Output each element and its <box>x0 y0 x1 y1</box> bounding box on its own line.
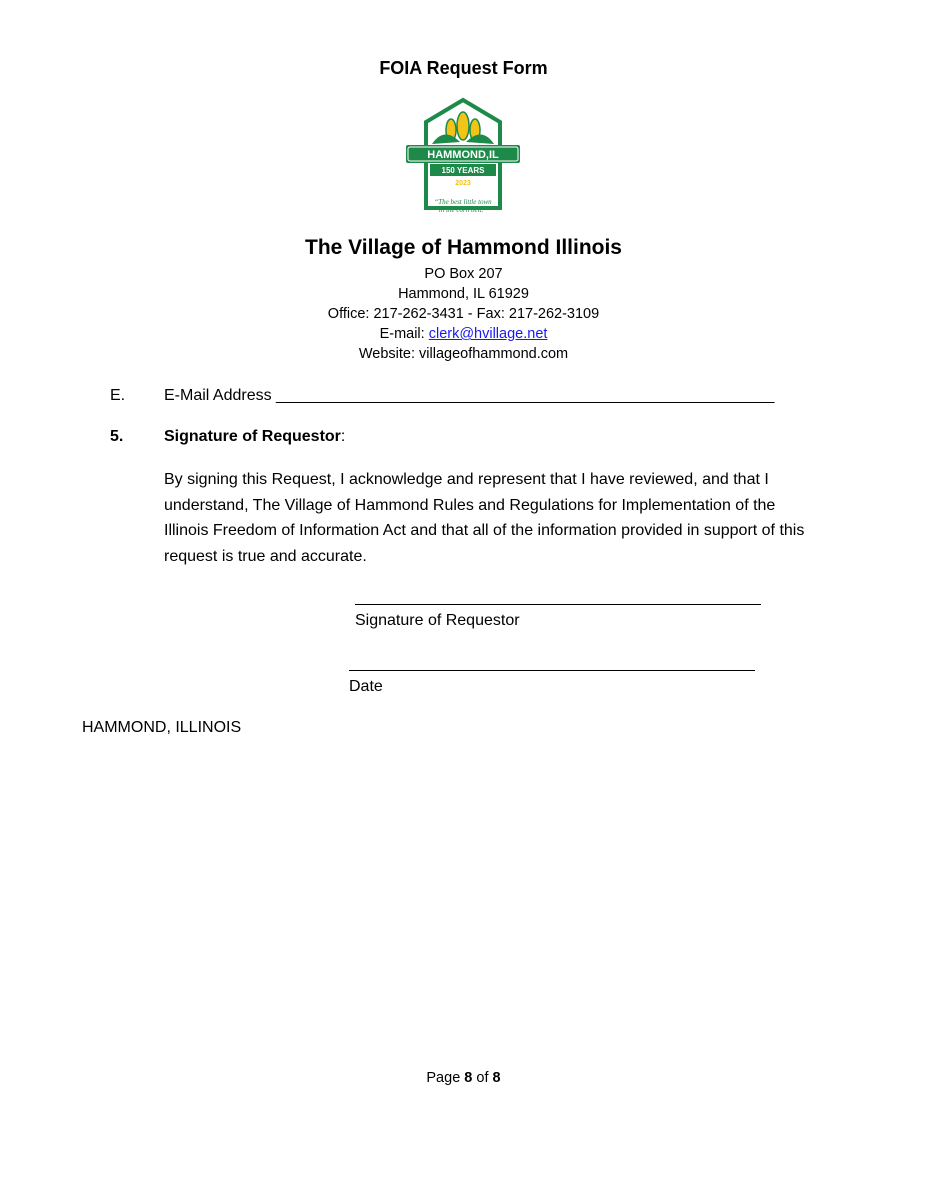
footer-location: HAMMOND, ILLINOIS <box>82 719 242 736</box>
email-line <box>0 326 927 342</box>
page-current: 8 <box>464 1070 473 1086</box>
svg-text:“The best little town: “The best little town <box>434 198 492 206</box>
signature-line[interactable] <box>355 604 761 605</box>
email-label: E-mail: <box>379 326 429 342</box>
page-number <box>0 1070 927 1086</box>
svg-text:2023: 2023 <box>455 180 471 187</box>
page-word: Page <box>426 1070 465 1086</box>
village-name: The Village of Hammond Illinois <box>305 236 622 259</box>
date-line[interactable] <box>349 670 755 671</box>
svg-text:150 YEARS: 150 YEARS <box>441 166 485 175</box>
page-total: 8 <box>492 1070 501 1086</box>
page-of-word: of <box>472 1070 493 1086</box>
form-title: FOIA Request Form <box>379 58 548 78</box>
section-5-colon: : <box>340 428 346 445</box>
email-address-line[interactable]: ________________________________________________________ <box>276 387 775 404</box>
phone-fax-line: Office: 217-262-3431 - Fax: 217-262-3109 <box>327 306 600 322</box>
signature-label: Signature of Requestor <box>355 612 520 629</box>
email-link[interactable]: clerk@hvillage.net <box>428 326 548 342</box>
email-address-label: E-Mail Address <box>164 387 277 404</box>
section-5-title: Signature of Requestor <box>164 428 341 445</box>
field-e-letter: E. <box>110 387 126 404</box>
field-e-email <box>164 387 774 405</box>
acknowledgement-paragraph: By signing this Request, I acknowledge and represent that I have reviewed, and that I understand, The Village of Hammond Rules and Regulations for Implementation of the Illinois Freedom of Information Act and that all of the information provided in support of this request is true and accurate. <box>164 471 805 565</box>
svg-text:HAMMOND,IL: HAMMOND,IL <box>427 149 499 161</box>
hammond-logo <box>404 96 522 218</box>
date-label: Date <box>349 678 383 695</box>
website-line: Website: villageofhammond.com <box>358 346 569 362</box>
section-5-heading <box>164 428 345 446</box>
po-box: PO Box 207 <box>424 266 503 282</box>
svg-text:in the corn belt.”: in the corn belt.” <box>438 206 488 214</box>
city-line: Hammond, IL 61929 <box>398 286 529 302</box>
section-5-number: 5. <box>110 428 124 445</box>
